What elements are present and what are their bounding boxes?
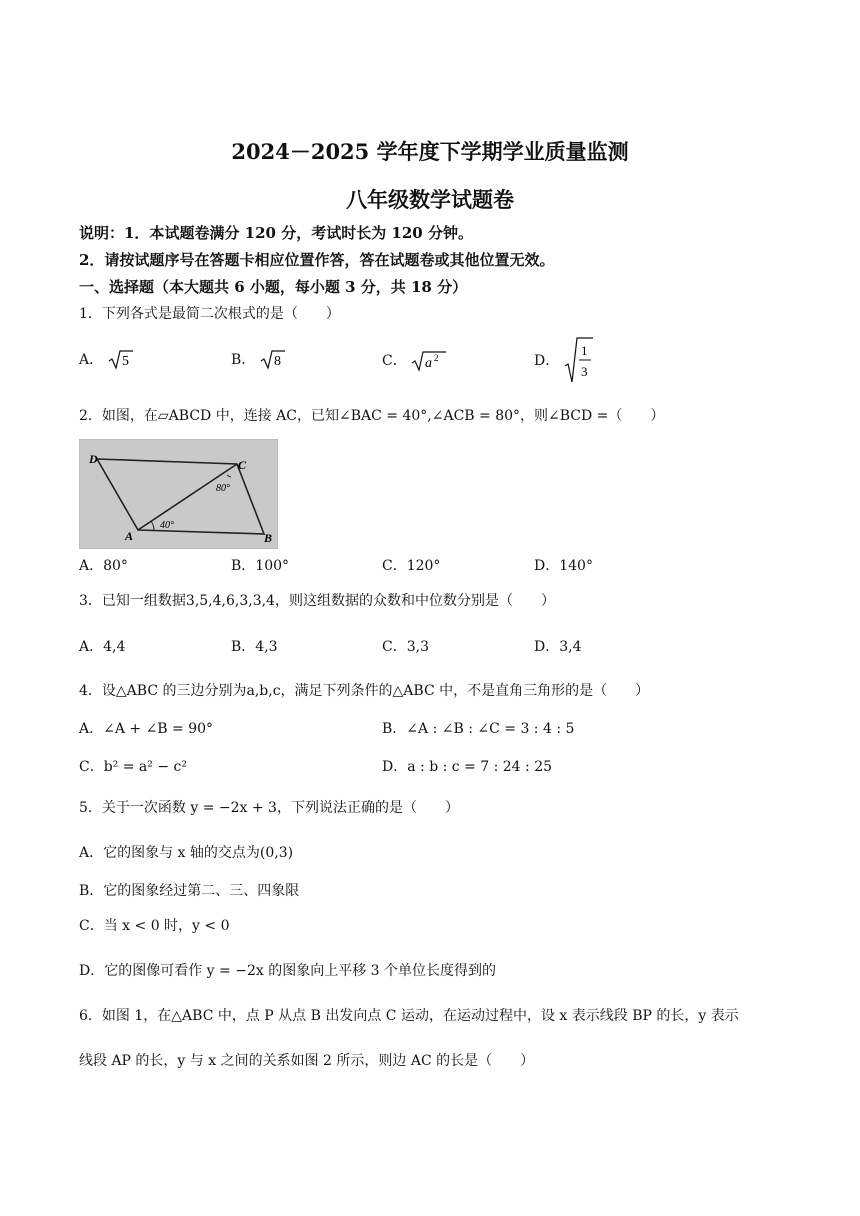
q3-option-c: C．3,3 xyxy=(382,639,429,655)
q2-option-d: D．140° xyxy=(534,558,593,574)
q3-option-a: A．4,4 xyxy=(79,639,126,655)
svg-text:8: 8 xyxy=(273,354,281,369)
svg-text:3: 3 xyxy=(580,364,588,379)
sqrt-5 xyxy=(108,349,134,371)
svg-text:1: 1 xyxy=(580,343,588,358)
sqrt-8 xyxy=(260,349,286,371)
angle-c-label: 80° xyxy=(216,483,230,494)
question-5-stem: 5．关于一次函数 y = −2x + 3，下列说法正确的是（ ） xyxy=(79,800,459,816)
q1-option-b: B． 8 xyxy=(231,349,286,371)
q5-option-c: C．当 x < 0 时，y < 0 xyxy=(79,918,230,934)
q1-option-c: C． a 2 xyxy=(382,349,447,373)
q2-option-a: A．80° xyxy=(79,558,128,574)
q2-option-c: C．120° xyxy=(382,558,441,574)
svg-text:2: 2 xyxy=(434,353,439,363)
q4-option-d: D．a : b : c = 7 : 24 : 25 xyxy=(382,759,553,775)
exam-title: 2024－2025 学年度下学期学业质量监测 xyxy=(231,139,629,164)
q2-option-b: B．100° xyxy=(231,558,290,574)
svg-text:5: 5 xyxy=(121,354,129,369)
q5-option-d: D．它的图像可看作 y = −2x 的图象向上平移 3 个单位长度得到的 xyxy=(79,963,497,979)
q3-option-d: D．3,4 xyxy=(534,639,582,655)
angle-a-label: 40° xyxy=(160,520,174,531)
section-heading: 一、选择题（本大题共 6 小题，每小题 3 分，共 18 分） xyxy=(79,278,468,296)
svg-text:a: a xyxy=(425,356,433,371)
q4-option-c: C．b² = a² − c² xyxy=(79,759,187,775)
q4-option-b: B．∠A : ∠B : ∠C = 3 : 4 : 5 xyxy=(382,721,575,737)
vertex-d-label: D xyxy=(89,452,98,466)
question-1-stem: 1．下列各式是最简二次根式的是（ ） xyxy=(79,306,340,322)
q1-option-d: D． 1 3 xyxy=(534,336,594,384)
note-line-2: 2．请按试题序号在答题卡相应位置作答，答在试题卷或其他位置无效。 xyxy=(79,251,555,269)
note-line-1: 说明：1．本试题卷满分 120 分，考试时长为 120 分钟。 xyxy=(79,224,473,242)
q3-option-b: B．4,3 xyxy=(231,639,278,655)
vertex-a-label: A xyxy=(125,529,134,543)
question-4-stem: 4．设△ABC 的三边分别为a,b,c，满足下列条件的△ABC 中，不是直角三角形的是（ ） xyxy=(79,683,650,699)
parallelogram-figure xyxy=(79,439,278,549)
q1-option-a: A． 5 xyxy=(79,349,134,371)
vertex-c-label: C xyxy=(238,458,247,472)
question-6-stem-line-2: 线段 AP 的长，y 与 x 之间的关系如图 2 所示，则边 AC 的长是（ ） xyxy=(79,1053,535,1069)
question-3-stem: 3．已知一组数据3,5,4,6,3,3,4，则这组数据的众数和中位数分别是（ ） xyxy=(79,593,555,609)
sqrt-a-squared xyxy=(411,349,447,373)
question-2-stem: 2．如图，在▱ABCD 中，连接 AC，已知∠BAC = 40°,∠ACB = 80°，则∠BCD =（ ） xyxy=(79,408,665,424)
q4-option-a: A．∠A + ∠B = 90° xyxy=(79,721,214,737)
vertex-b-label: B xyxy=(264,531,273,545)
exam-subtitle: 八年级数学试题卷 xyxy=(346,187,514,212)
q5-option-b: B．它的图象经过第二、三、四象限 xyxy=(79,883,300,899)
q5-option-a: A．它的图象与 x 轴的交点为(0,3) xyxy=(79,845,294,861)
sqrt-one-third xyxy=(564,336,594,384)
question-6-stem-line-1: 6．如图 1，在△ABC 中，点 P 从点 B 出发向点 C 运动，在运动过程中，设 x 表示线段 BP 的长，y 表示 xyxy=(79,1008,739,1024)
